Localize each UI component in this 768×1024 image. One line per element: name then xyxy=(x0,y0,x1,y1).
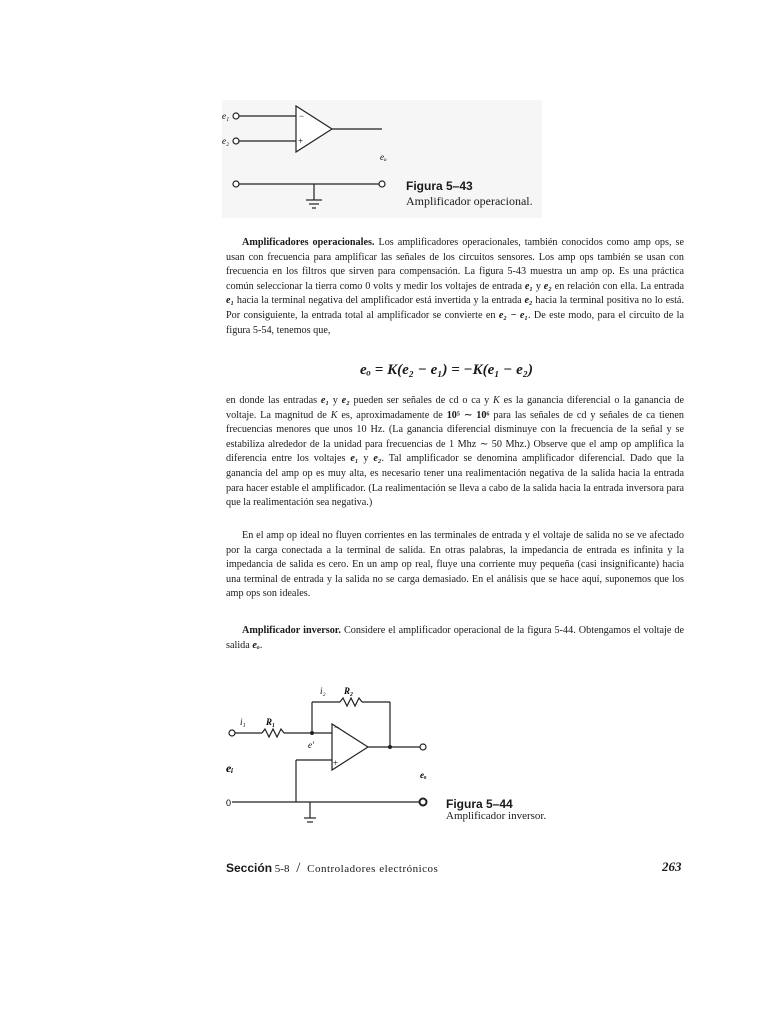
minus-sign: − xyxy=(334,722,340,732)
label-ei: eᵢ xyxy=(226,761,234,775)
paragraph-op-amps: Amplificadores operacionales. Los amplificadores operacionales, también conocidos como amp ops, se usan con frecuencia para amplificar las señales de los circuitos sensores. Los amp ops también se usan con frecuencia en los filtros que sirven para compensación. La figura 5-43 muestra un amp op. Es una práctica común seleccionar la tierra como 0 volts y medir los voltajes de entrada e₁ y e₂ en relación con ella. La entrada e₁ hacia la terminal negativa del amplificador está invertida y la entrada e₂ hacia la terminal positiva no lo está. Por consiguiente, la entrada total al amplificador se convierte en e₂ − e₁. De este modo, para el circuito de la figura 5-54, tenemos que, xyxy=(226,237,684,336)
paragraph-inverting-amp: Amplificador inversor. Considere el amplificador operacional de la figura 5-44. Obtengamos el voltaje de salida eₒ. xyxy=(226,625,685,651)
figure-5-43-title: Figura 5–43 xyxy=(406,179,473,193)
paragraph-ideal-op-amp: En el amp op ideal no fluyen corrientes en las terminales de entrada y el voltaje de salida no se ve afectado por la carga conectada a la terminal de salida. En otras palabras, la impedancia de entrada es infinita y la impedancia de salida es cero. En un amp op real, fluye una corriente muy pequeña (casi insignificante) hacia una terminal de entrada y la salida no se carga demasiado. En el análisis que se hace aquí, suponemos que los amp ops son ideales. xyxy=(226,530,684,600)
label-zero: 0 xyxy=(226,798,232,808)
page-number: 263 xyxy=(662,859,682,874)
heading-amplificador-inversor: Amplificador inversor. xyxy=(242,625,341,636)
label-i2: i₂ xyxy=(320,686,326,696)
plus-sign: + xyxy=(298,136,304,146)
label-e1: e₁ xyxy=(222,111,230,121)
label-eo: eₒ xyxy=(420,770,427,780)
section-word: Sección xyxy=(226,861,273,875)
figure-5-43-caption: Amplificador operacional. xyxy=(406,194,533,208)
running-footer xyxy=(226,860,438,877)
figure-5-44-diagram xyxy=(222,680,442,830)
heading-amplificadores-operacionales: Amplificadores operacionales. xyxy=(242,237,375,248)
label-R2: R₂ xyxy=(344,686,354,696)
figure-5-44-caption: Amplificador inversor. xyxy=(446,810,547,822)
section-number: 5-8 xyxy=(272,863,290,875)
label-R1: R₁ xyxy=(266,717,276,727)
footer-slash: / xyxy=(296,860,301,876)
label-eo: eₒ xyxy=(380,152,387,162)
figure-5-44-title: Figura 5–44 xyxy=(446,797,513,811)
minus-sign: − xyxy=(299,111,305,121)
label-e2: e₂ xyxy=(222,136,230,146)
label-i1: i₁ xyxy=(240,717,246,727)
plus-sign: + xyxy=(333,758,339,768)
equation-differential-output: eₒ = K(e₂ − e₁) = −K(e₁ − e₂) xyxy=(360,362,533,378)
paragraph-differential-gain: en donde las entradas e₁ y e₂ pueden ser señales de cd o ca y K es la ganancia diferencial o la ganancia de voltaje. La magnitud de K es, aproximadamente de 10⁵ ∼ 10⁶ para las señales de cd y señales de ca tienen frecuencias menores que unos 10 Hz. (La ganancia diferencial disminuye con la frecuencia de la señal y se estabiliza alrededor de la unidad para frecuencias de 1 Mhz ∼ 50 Mhz.) Observe que el amp op amplifica la diferencia entre los voltajes e₁ y e₂. Tal amplificador se denomina amplificador diferencial. Dado que la ganancia del amp op es muy alta, es necesario tener una realimentación negativa de la salida hacia la entrada para hacer estable el amplificador. (La realimentación se lleva a cabo de la salida hacia la entrada inversora para que la realimentación sea negativa.) xyxy=(226,395,684,509)
label-e-prime: e′ xyxy=(308,740,314,750)
section-title: Controladores electrónicos xyxy=(307,863,439,875)
